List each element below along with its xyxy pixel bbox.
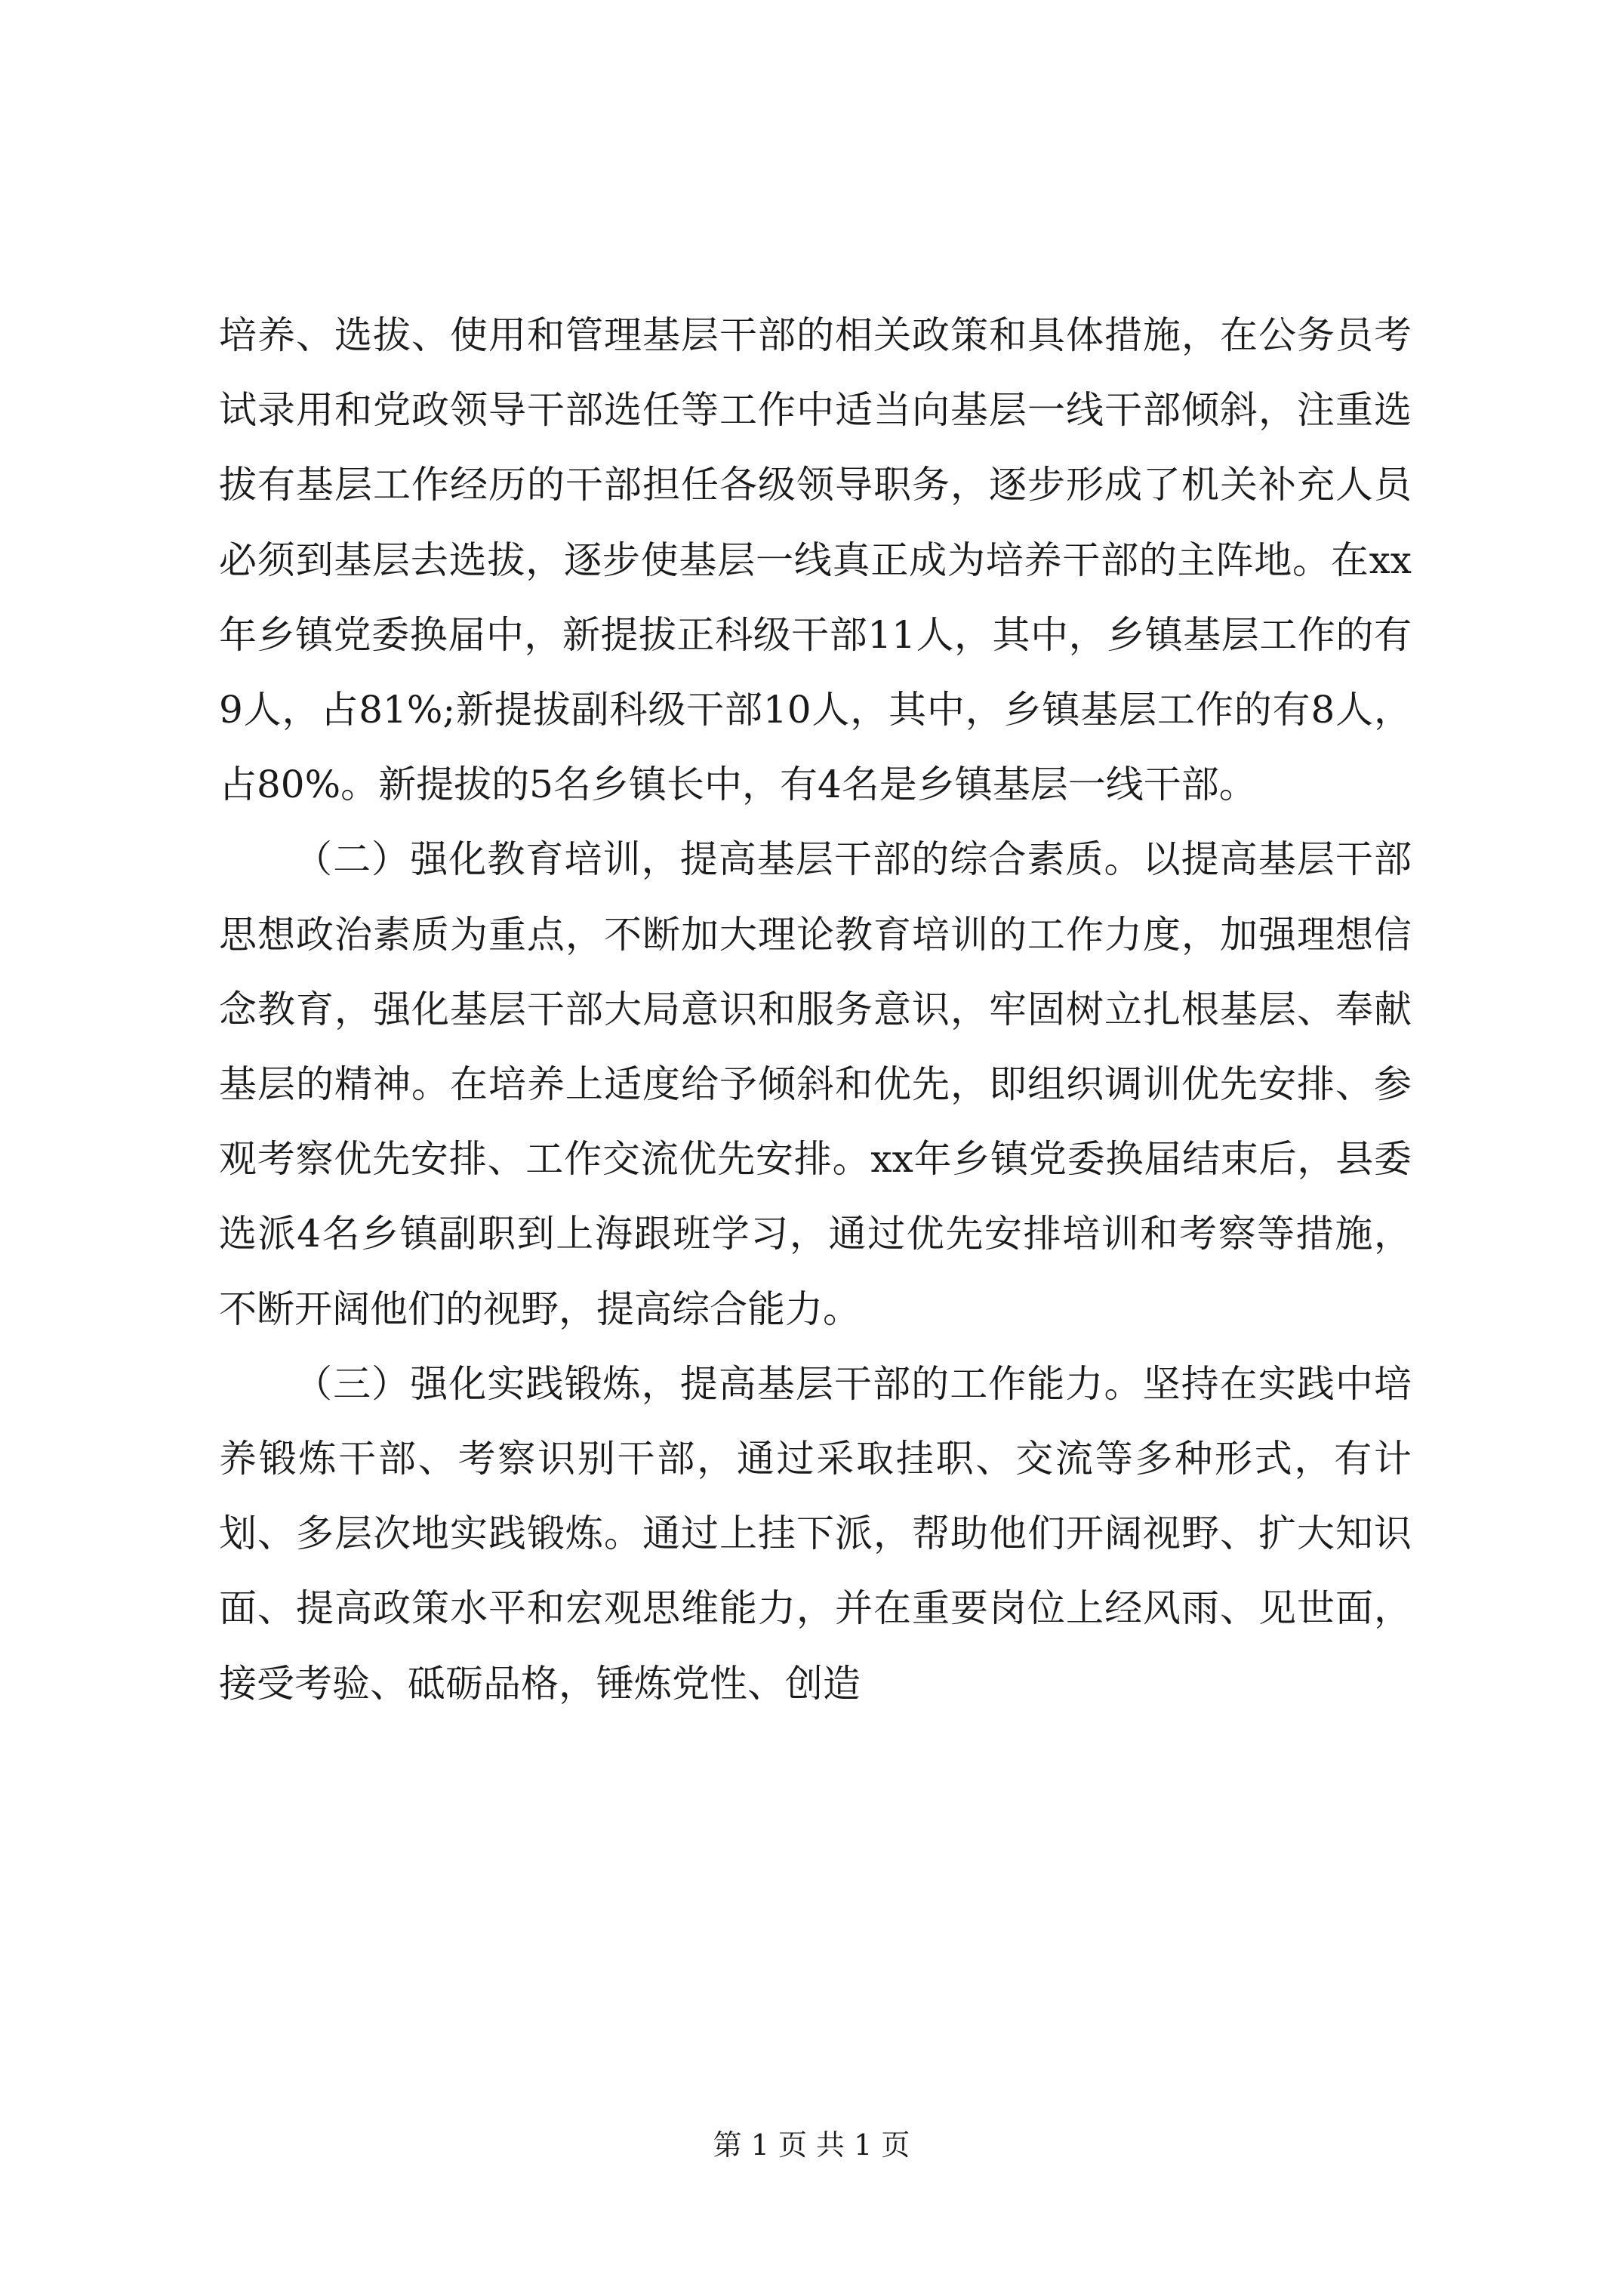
paragraph-education-training: （二）强化教育培训，提高基层干部的综合素质。以提高基层干部思想政治素质为重点，不断加大理论教育培训的工作力度，加强理想信念教育，强化基层干部大局意识和服务意识，牢固树立扎根基层、奉献基层的精神。在培养上适度给予倾斜和优先，即组织调训优先安排、参观考察优先安排、工作交流优先安排。xx年乡镇党委换届结束后，县委选派4名乡镇副职到上海跟班学习，通过优先安排培训和考察等措施，不断开阔他们的视野，提高综合能力。 — [219, 837, 1412, 1331]
paragraph-practice-training: （三）强化实践锻炼，提高基层干部的工作能力。坚持在实践中培养锻炼干部、考察识别干部，通过采取挂职、交流等多种形式，有计划、多层次地实践锻炼。通过上挂下派，帮助他们开阔视野、扩大知识面、提高政策水平和宏观思维能力，并在重要岗位上经风雨、见世面，接受考验、砥砺品格，锤炼党性、创造 — [219, 1361, 1412, 1706]
paragraph-continuation: 培养、选拔、使用和管理基层干部的相关政策和具体措施，在公务员考试录用和党政领导干部选任等工作中适当向基层一线干部倾斜，注重选拔有基层工作经历的干部担任各级领导职务，逐步形成了机关补充人员必须到基层去选拔，逐步使基层一线真正成为培养干部的主阵地。在xx年乡镇党委换届中，新提拔正科级干部11人，其中，乡镇基层工作的有9人，占81%;新提拔副科级干部10人，其中，乡镇基层工作的有8人，占80%。新提拔的5名乡镇长中，有4名是乡镇基层一线干部。 — [219, 313, 1412, 807]
document-body — [219, 298, 1412, 1721]
page-footer: 第 1 页 共 1 页 — [713, 2128, 910, 2162]
